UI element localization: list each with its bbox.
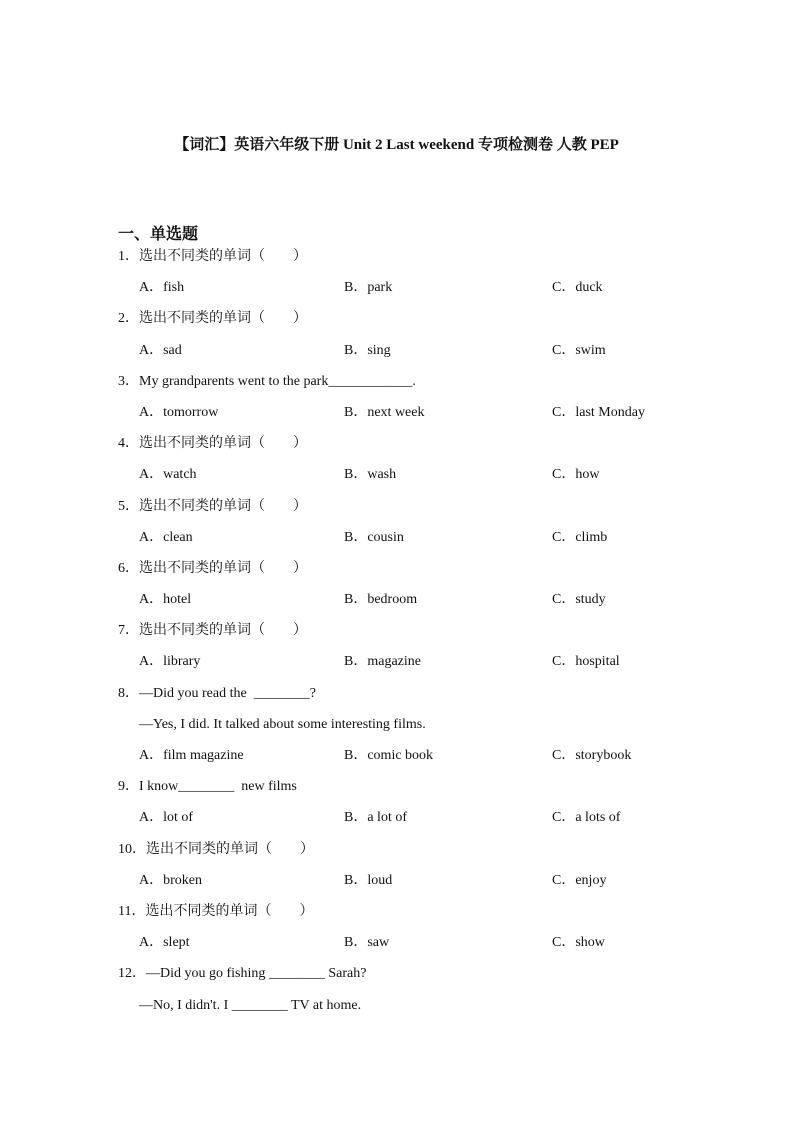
option-row: [118, 277, 758, 308]
option-c: C．how: [552, 467, 600, 483]
option-row: [118, 589, 758, 620]
option-b: B．park: [344, 280, 393, 296]
option-c: C．last Monday: [552, 404, 645, 420]
option-b: B．loud: [344, 872, 393, 888]
option-a: A．broken: [139, 872, 202, 888]
question-stem: 11．选出不同类的单词（ ）: [118, 903, 314, 919]
question-stem: 12．—Did you go fishing ________ Sarah?: [118, 966, 367, 982]
option-a: A．film magazine: [139, 748, 244, 763]
option-a: A．watch: [139, 467, 197, 483]
option-a: A．tomorrow: [139, 404, 219, 420]
question-stem: 3．My grandparents went to the park____________.: [118, 373, 416, 389]
option-c: C．a lots of: [552, 810, 621, 826]
option-c: C．enjoy: [552, 872, 607, 888]
option-row: [118, 527, 758, 558]
option-b: B．comic book: [344, 748, 434, 763]
option-row: [118, 464, 758, 495]
question-stem: 4．选出不同类的单词（ ）: [118, 436, 307, 452]
option-row: [118, 807, 758, 838]
question-stem: 9．I know________ new films: [118, 779, 297, 795]
question-stem: 2．选出不同类的单词（ ）: [118, 311, 307, 327]
option-b: B．cousin: [344, 529, 404, 545]
question-list: [118, 246, 758, 1026]
option-c: C．climb: [552, 529, 608, 545]
option-row: [118, 745, 758, 776]
question-dialogue: —Yes, I did. It talked about some interesting films.: [139, 716, 426, 732]
option-row: [118, 651, 758, 682]
question-stem: 5．选出不同类的单词（ ）: [118, 498, 307, 514]
question-stem: 6．选出不同类的单词（ ）: [118, 560, 307, 576]
option-a: A．sad: [139, 342, 182, 358]
option-c: C．swim: [552, 342, 606, 358]
option-row: [118, 340, 758, 371]
option-row: [118, 932, 758, 963]
option-a: A．lot of: [139, 810, 194, 826]
option-a: A．hotel: [139, 592, 192, 608]
question-dialogue: —No, I didn't. I ________ TV at home.: [139, 997, 362, 1013]
option-b: B．bedroom: [344, 592, 418, 608]
question-stem: 1．选出不同类的单词（ ）: [118, 249, 307, 264]
option-b: B．sing: [344, 342, 391, 358]
option-row: [118, 402, 758, 433]
option-b: B．a lot of: [344, 810, 407, 826]
section-heading: 一、单选题: [118, 226, 199, 243]
option-b: B．next week: [344, 404, 425, 420]
document-title: 【词汇】英语六年级下册 Unit 2 Last weekend 专项检测卷 人教 PEP: [174, 137, 619, 153]
question-stem: 7．选出不同类的单词（ ）: [118, 623, 307, 639]
option-row: [118, 870, 758, 901]
question-stem: 8．—Did you read the ________?: [118, 685, 316, 701]
option-c: C．duck: [552, 280, 603, 296]
option-b: B．wash: [344, 467, 397, 483]
option-a: A．library: [139, 654, 201, 670]
option-c: C．storybook: [552, 748, 632, 763]
question-stem: 10．选出不同类的单词（ ）: [118, 841, 314, 857]
option-a: A．fish: [139, 280, 185, 296]
option-b: B．saw: [344, 935, 390, 951]
option-c: C．study: [552, 592, 606, 608]
option-c: C．show: [552, 935, 605, 951]
option-b: B．magazine: [344, 654, 421, 670]
option-a: A．slept: [139, 935, 190, 951]
option-c: C．hospital: [552, 654, 620, 670]
option-a: A．clean: [139, 529, 193, 545]
